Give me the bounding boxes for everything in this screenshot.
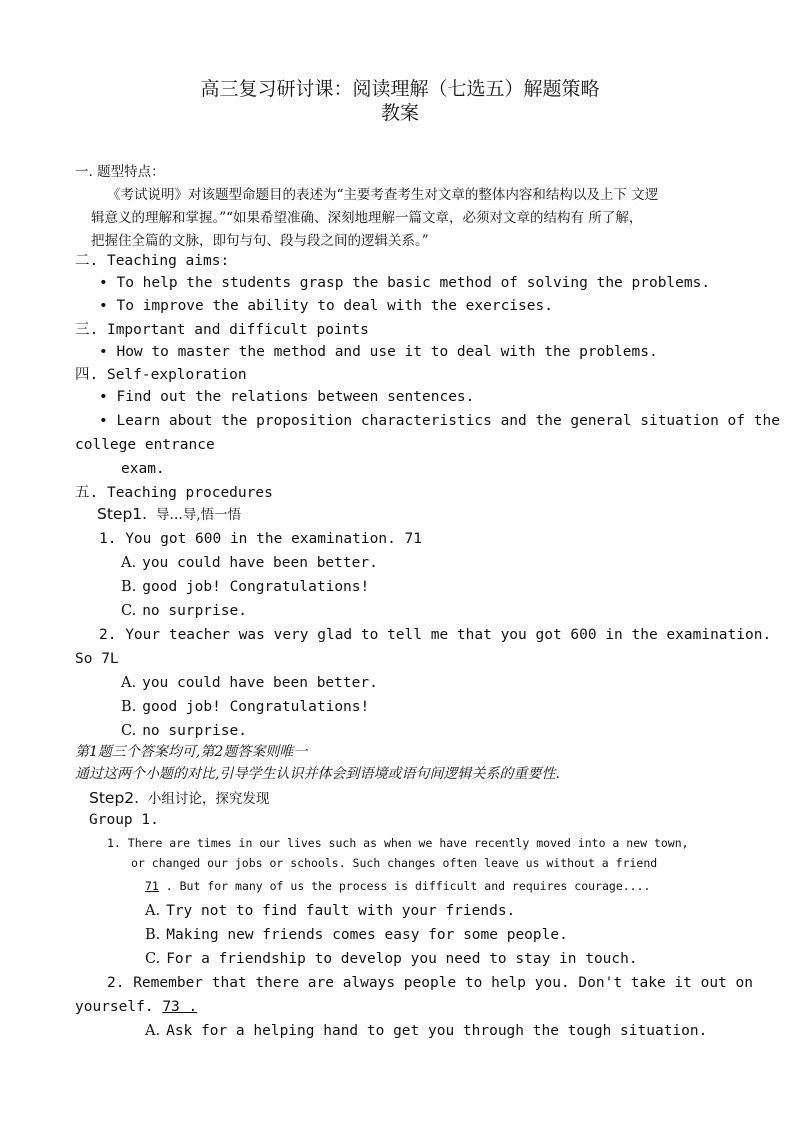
document-subtitle: 教案 [380, 102, 419, 124]
section-1-para-line: 辑意义的理解和掌握。”“如果希望准确、深刻地理解一篇文章，必须对文章的结构有 所了解， [91, 210, 643, 226]
option-text: good job! Congratulations! [142, 699, 370, 715]
option-item [121, 698, 369, 716]
step-1-label: Step1. [97, 505, 148, 523]
step-1-heading [97, 505, 241, 524]
option-text: Making new friends comes easy for some people. [166, 927, 568, 943]
step-2-label: Step2. [89, 789, 140, 807]
bullet-item: • Learn about the proposition characteristics and the general situation of the [99, 413, 780, 429]
blank-number: 73 . [162, 999, 198, 1015]
question-2: 2. Your teacher was very glad to tell me that you got 600 in the examination. [99, 627, 772, 643]
option-text: no surprise. [142, 723, 247, 739]
section-3-heading: 三. Important and difficult points [75, 322, 369, 338]
option-letter: A. [121, 555, 137, 571]
option-item [145, 1022, 707, 1040]
option-text: Try not to find fault with your friends. [166, 903, 516, 919]
question-passage-continued [75, 998, 197, 1016]
question-2-continued: So 7L [75, 651, 119, 667]
option-item [121, 722, 247, 740]
passage-line: or changed our jobs or schools. Such changes often leave us without a friend [131, 856, 658, 870]
bullet-item: • Find out the relations between sentences. [99, 389, 475, 405]
passage-line: 1. There are times in our lives such as when we have recently moved into a new town, [107, 836, 689, 850]
option-text: no surprise. [142, 603, 247, 619]
section-1-para-line: 把握住全篇的文脉，即句与句、段与段之间的逻辑关系。” [91, 233, 429, 249]
passage-text: . But for many of us the process is difficult and requires courage.... [158, 879, 651, 893]
option-text: you could have been better. [142, 555, 378, 571]
option-letter: C. [121, 603, 137, 619]
section-5-heading: 五. Teaching procedures [75, 485, 273, 501]
question-passage: 2. Remember that there are always people to help you. Don't take it out on [107, 975, 754, 991]
option-letter: A. [121, 675, 137, 691]
bullet-item: • To help the students grasp the basic method of solving the problems. [99, 275, 711, 291]
section-1-heading: 一. 题型特点： [75, 164, 165, 180]
option-item [145, 950, 638, 968]
passage-text: yourself. [75, 999, 163, 1015]
option-item [145, 902, 515, 920]
option-item [145, 926, 568, 944]
question-1: 1. You got 600 in the examination. 71 [99, 531, 423, 547]
option-item [121, 554, 378, 572]
option-text: you could have been better. [142, 675, 378, 691]
teaching-note: 通过这两个小题的对比,引导学生认识并体会到语境或语句间逻辑关系的重要性. [75, 766, 560, 782]
group-label: Group 1. [89, 812, 159, 828]
document-title: 高三复习研讨课：阅读理解（七选五）解题策略 [200, 78, 600, 100]
option-letter: A. [145, 1023, 161, 1039]
bullet-item: • To improve the ability to deal with the exercises. [99, 298, 553, 314]
option-letter: B. [145, 927, 161, 943]
step-1-text: 导…导,悟一悟 [155, 507, 242, 523]
option-item [121, 674, 378, 692]
option-text: good job! Congratulations! [142, 579, 370, 595]
option-letter: C. [145, 951, 161, 967]
option-letter: A. [145, 903, 161, 919]
bullet-item: • How to master the method and use it to deal with the problems. [99, 344, 658, 360]
section-2-heading: 二. Teaching aims: [75, 253, 230, 269]
option-item [121, 578, 369, 596]
blank-number: 71 [145, 879, 159, 893]
bullet-item-continued: college entrance [75, 437, 215, 453]
passage-line [145, 877, 650, 895]
option-item [121, 602, 247, 620]
section-4-heading: 四. Self-exploration [75, 367, 247, 383]
option-text: For a friendship to develop you need to stay in touch. [166, 951, 638, 967]
teaching-note: 第1题三个答案均可,第2题答案则唯一 [75, 744, 308, 760]
option-letter: B. [121, 699, 137, 715]
section-1-para-line: 《考试说明》对该题型命题目的表述为“主要考查考生对文章的整体内容和结构以及上下 文逻 [107, 187, 659, 203]
bullet-item-continued: exam. [121, 461, 165, 477]
option-letter: C. [121, 723, 137, 739]
step-2-text: 小组讨论，探究发现 [147, 791, 270, 807]
option-text: Ask for a helping hand to get you through the tough situation. [166, 1023, 708, 1039]
step-2-heading [89, 789, 269, 808]
option-letter: B. [121, 579, 137, 595]
